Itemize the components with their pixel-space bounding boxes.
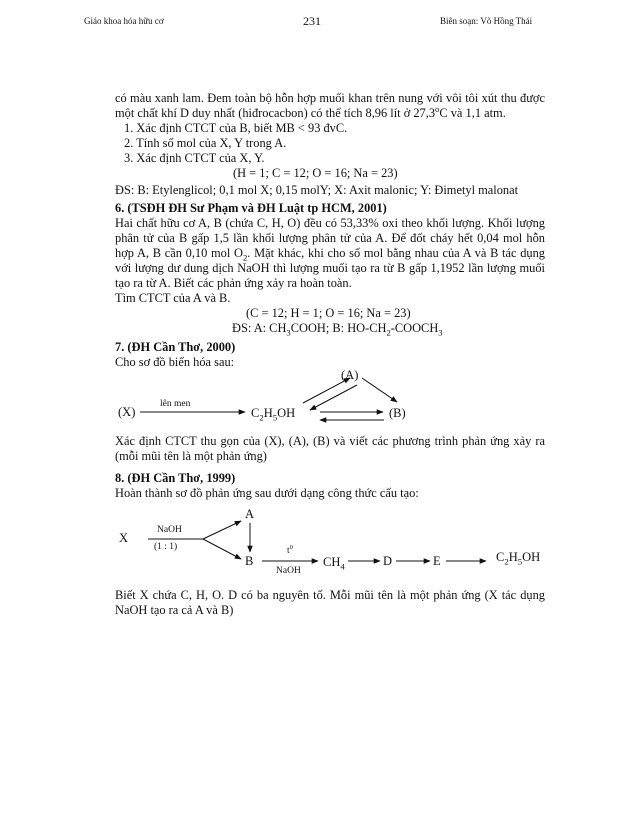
label-naoh-top: NaOH xyxy=(157,525,182,535)
problem-7-title: 7. (ĐH Cần Thơ, 2000) xyxy=(115,340,236,354)
label-heat: $t^0$ xyxy=(287,543,293,556)
label-naoh-bottom: NaOH xyxy=(276,566,301,576)
question-item-2: 2. Tính số mol của X, Y trong A. xyxy=(124,136,287,150)
problem-8-line-1: Hoàn thành sơ đồ phản ứng sau dưới dạng công thức cấu tạo: xyxy=(115,486,419,500)
label-b: B xyxy=(245,554,254,568)
problem-6-line-2: phân tử của B gấp 1,5 lần khối lượng phân tử của A. Để đốt cháy hết 0,04 mol hỗn xyxy=(115,231,545,245)
problem-7-line-1: Cho sơ đồ biến hóa sau: xyxy=(115,355,235,369)
problem-6-line-6: Tìm CTCT của A và B. xyxy=(115,291,231,305)
problem-6-answer: ĐS: A: $CH_3COOH$; B: $HO-CH_2-COOCH_3$ xyxy=(232,321,443,338)
problem-8-line-2: Biết X chứa C, H, O. D có ba nguyên tố. Mỗi mũi tên là một phản ứng (X tác dụng xyxy=(115,588,545,602)
label-ferment: lên men xyxy=(160,399,191,409)
problem-8-title: 8. (ĐH Cần Thơ, 1999) xyxy=(115,471,236,485)
problem-8-line-3: NaOH tạo ra cả A và B) xyxy=(115,603,234,617)
label-e: E xyxy=(433,554,441,568)
arrow-fork-to-a xyxy=(203,521,241,539)
answer-line: ĐS: B: Etylenglicol; 0,1 mol X; 0,15 molY; X: Axit malonic; Y: Đimetyl malonat xyxy=(115,183,519,197)
label-d: D xyxy=(383,554,393,568)
running-header-left: Giáo khoa hóa hữu cơ xyxy=(84,16,164,26)
label-a: A xyxy=(245,507,255,521)
problem-6-line-5: tạo ra từ A. Biết các phản ứng xảy ra hoàn toàn. xyxy=(115,276,352,290)
problem-7-line-2: Xác định CTCT thu gọn của (X), (A), (B) và viết các phương trình phản ứng xảy ra xyxy=(115,434,545,448)
top-line-1: có màu xanh lam. Đem toàn bộ hỗn hợp muối khan trên nung với vôi tôi xút thu được xyxy=(115,91,545,105)
atomic-masses: (H = 1; C = 12; O = 16; Na = 23) xyxy=(233,166,398,180)
label-b: (B) xyxy=(389,406,406,420)
label-ratio: (1 : 1) xyxy=(154,542,178,552)
label-ethanol-end: $C_2H_5OH$ xyxy=(496,550,541,567)
running-header-right: Biên soạn: Võ Hồng Thái xyxy=(440,16,533,26)
problem-6-masses: (C = 12; H = 1; O = 16; Na = 23) xyxy=(246,306,411,320)
problem-6-line-1: Hai chất hữu cơ A, B (chứa C, H, O) đều có 53,33% oxi theo khối lượng. Khối lượng xyxy=(115,216,545,230)
label-a: (A) xyxy=(341,368,359,382)
question-item-3: 3. Xác định CTCT của X, Y. xyxy=(124,151,265,165)
problem-7-line-3: (mỗi mũi tên là một phản ứng) xyxy=(115,449,267,463)
problem-6-line-3: hợp A, B cần 0,10 mol $O_2$. Mặt khác, khi cho số mol bằng nhau của A và B tác dụng xyxy=(115,246,545,263)
problem-6-line-4: với lượng dư dung dịch NaOH thì lượng muối tạo ra từ B gấp 1,1952 lần lượng muối xyxy=(115,261,545,275)
question-item-1: 1. Xác định CTCT của B, biết MB < 93 đvC. xyxy=(124,121,348,135)
label-ethanol: $C_2H_5OH$ xyxy=(251,406,296,423)
page-number: 231 xyxy=(303,14,321,28)
label-x: X xyxy=(119,531,129,545)
label-x: (X) xyxy=(118,405,136,419)
label-ch4: $CH_4$ xyxy=(323,555,345,572)
problem-6-title: 6. (TSĐH ĐH Sư Phạm và ĐH Luật tp HCM, 2001) xyxy=(115,201,387,215)
top-line-2: một chất khí D duy nhất (hiđrocacbon) có thể tích 8,96 lít ở 27,3$^o$C và 1,1 atm. xyxy=(115,103,506,120)
arrow-fork-to-b xyxy=(203,539,241,559)
